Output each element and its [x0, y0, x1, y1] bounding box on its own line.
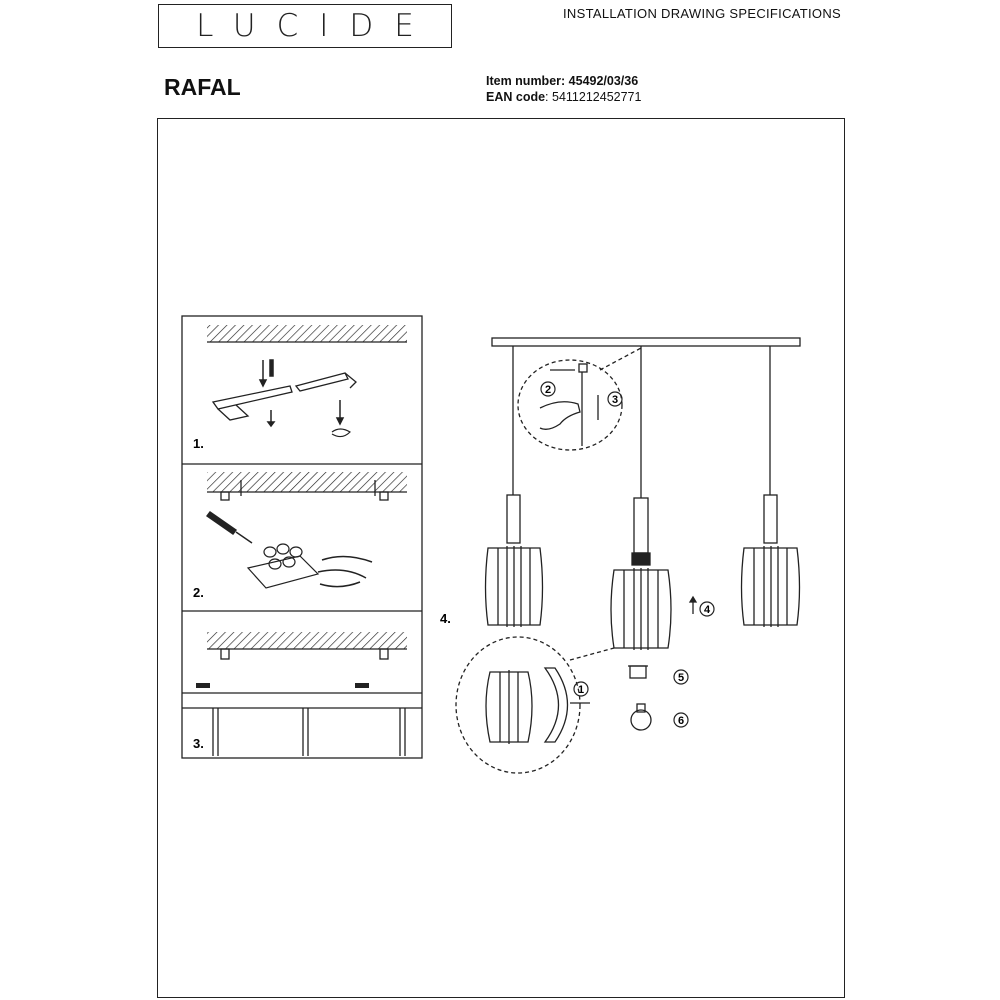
ceiling-hatch-2 [207, 472, 407, 492]
callout-4: 4 [703, 604, 711, 616]
callout-numbers [545, 384, 711, 727]
ceiling-hatch [207, 325, 407, 342]
ean-value: 5411212452771 [552, 90, 642, 104]
item-number-label: Item number: [486, 74, 566, 88]
ceiling-plate [492, 338, 800, 346]
hand-adjust-icon [540, 364, 598, 446]
step-2-drawing [193, 472, 407, 600]
lamp-shade-right [742, 495, 800, 627]
step-1-label: 1. [193, 436, 204, 451]
lamp-shade-center [611, 498, 671, 650]
socket-ring-icon [628, 666, 648, 678]
cable-detail-circle [518, 360, 622, 450]
callout-1: 1 [577, 684, 585, 696]
item-number-value: 45492/03/36 [568, 74, 639, 88]
callout-2: 2 [544, 384, 552, 396]
product-name: RAFAL [164, 74, 241, 100]
brand-logo-text: LUCIDE [196, 8, 435, 44]
mounting-bracket [213, 373, 356, 420]
screw-icon [260, 360, 343, 426]
spec-title: INSTALLATION DRAWING SPECIFICATIONS [563, 6, 841, 21]
callout-5: 5 [677, 672, 685, 684]
ean-label: EAN code [486, 90, 546, 104]
screwdriver-icon [207, 512, 252, 543]
wires-icon [318, 556, 372, 586]
callout-6: 6 [677, 715, 685, 727]
callout-markers [541, 382, 714, 727]
step-1-drawing [193, 325, 407, 451]
step-3-drawing [182, 632, 422, 756]
ceiling-hatch-3 [207, 632, 407, 649]
rotate-arrow-icon [332, 429, 350, 437]
lamp-shade-left [486, 495, 543, 627]
step-4-drawing [456, 338, 800, 773]
step-4-label: 4. [440, 611, 451, 626]
steps-panel [182, 316, 422, 758]
step-3-label: 3. [193, 736, 204, 751]
step-2-label: 2. [193, 585, 204, 600]
side-screw-icon [196, 683, 369, 688]
bulb-icon [631, 704, 651, 730]
terminal-block [248, 544, 318, 588]
canopy-bar [182, 649, 422, 756]
ean-row: EAN code: 5411212452771 [486, 90, 642, 104]
callout-3: 3 [611, 394, 619, 406]
